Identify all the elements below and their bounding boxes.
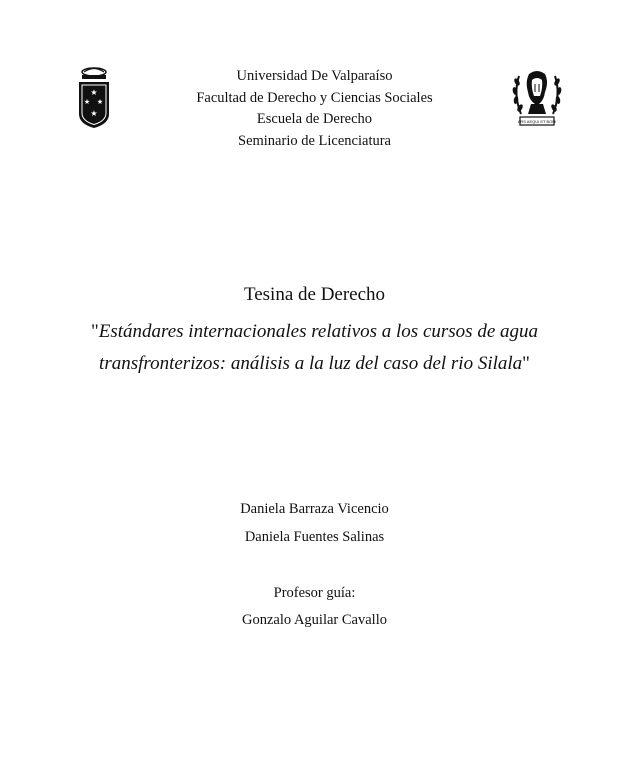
svg-text:★: ★ <box>90 109 98 118</box>
title-text-2: transfronterizos: análisis a la luz del caso del rio Silala <box>99 353 523 374</box>
advisor-name: Gonzalo Aguilar Cavallo <box>242 612 387 628</box>
svg-text:★: ★ <box>90 88 98 97</box>
svg-text:★: ★ <box>96 98 104 106</box>
institution-header <box>0 66 629 152</box>
faculty-name: Facultad de Derecho y Ciencias Sociales <box>196 89 433 106</box>
university-name: Universidad De Valparaíso <box>236 68 393 84</box>
advisor-label: Profesor guía: <box>273 585 356 601</box>
thesis-title <box>0 316 629 380</box>
thesis-title-line-1 <box>0 316 629 348</box>
thesis-type: Tesina de Derecho <box>243 284 386 305</box>
open-quote: " <box>90 321 99 342</box>
title-text-1: Estándares internacionales relativos a los cursos de agua <box>98 321 539 342</box>
svg-text:ARS AEQUI ET BONI: ARS AEQUI ET BONI <box>517 119 557 124</box>
close-quote: " <box>522 353 530 374</box>
thesis-title-line-2 <box>0 348 629 380</box>
svg-text:★: ★ <box>83 98 91 106</box>
author-name: Daniela Fuentes Salinas <box>244 529 385 545</box>
author-name: Daniela Barraza Vicencio <box>240 501 389 517</box>
school-name: Escuela de Derecho <box>256 111 373 127</box>
seminar-name: Seminario de Licenciatura <box>238 132 391 149</box>
